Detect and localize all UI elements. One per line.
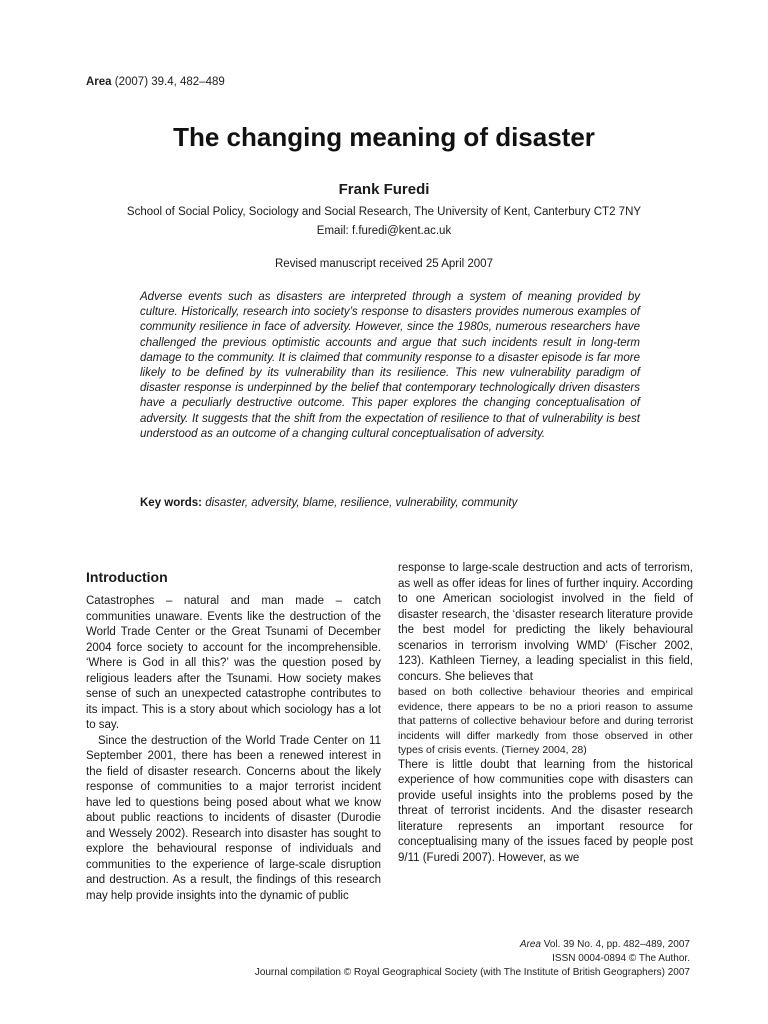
footer-journal-name: Area: [519, 939, 541, 950]
page-footer: [255, 938, 690, 980]
author-email: Email: f.furedi@kent.ac.uk: [316, 225, 452, 237]
footer-issn-line: ISSN 0004-0894 © The Author.: [552, 953, 690, 964]
keywords: [140, 497, 640, 509]
footer-volume: Vol. 39 No. 4, pp. 482–489, 2007: [543, 939, 690, 950]
author-name: Frank Furedi: [338, 181, 430, 198]
body-paragraph: There is little doubt that learning from the historical experience of how communities cope with disasters can provide useful insights into the problems posed by the threat of terrorist incidents. And the disaster research literature represents an important resource for conceptualising many of the issues faced by people post 9/11 (Furedi 2007). However, as we: [398, 758, 693, 864]
article-title: The changing meaning of disaster: [173, 122, 595, 152]
body-paragraph: response to large-scale destruction and acts of terrorism, as well as offer ideas for lines of further inquiry. According to one American sociologist involved in the field of disaster research, the ‘disaster research literature provide the best model for predicting the likely behavioural scenarios in terrorism involving WMD’ (Fischer 2002, 123). Kathleen Tierney, a leading specialist in this field, concurs. She believes that: [398, 562, 693, 683]
citation-details: (2007) 39.4, 482–489: [114, 76, 225, 88]
received-date: Revised manuscript received 25 April 2007: [275, 258, 493, 270]
section-heading-introduction: Introduction: [86, 569, 168, 585]
abstract: Adverse events such as disasters are interpreted through a system of meaning provided by culture. Historically, research into society’s response to disasters provides numerous examples of community resilience in face of adversity. However, since the 1980s, numerous researchers have challenged the previous optimistic accounts and argue that such incidents result in long-term damage to the community. It is claimed that community response to a disaster episode is far more likely to be defined by its vulnerability than its resilience. This new vulnerability paradigm of disaster response is underpinned by the belief that contemporary technologically driven disasters have a peculiarly destructive outcome. This paper explores the changing conceptualisation of adversity. It suggests that the shift from the expectation of resilience to that of vulnerability is best understood as an outcome of a changing cultural conceptualisation of adversity.: [140, 291, 640, 440]
journal-name: Area: [86, 76, 112, 88]
body-paragraph: Since the destruction of the World Trade Center on 11 September 2001, there has been a renewed interest in the field of disaster research. Concerns about the likely response of communities to a major terrorist incident have led to questions being posed about what we know about public reactions to incidents of disaster (Durodie and Wessely 2002). Research into disaster has sought to explore the behavioural response of individuals and communities to the experience of large-scale disruption and destruction. As a result, the findings of this research may help provide insights into the dynamic of public: [86, 734, 381, 902]
left-column: [86, 568, 381, 904]
footer-compilation-line: Journal compilation © Royal Geographical Society (with The Institute of British Geographers) 2007: [254, 967, 690, 978]
journal-citation: [86, 76, 225, 88]
block-quote: based on both collective behaviour theories and empirical evidence, there appears to be no a priori reason to assume that patterns of collective behaviour before and during terrorist incidents will differ markedly from those observed in other types of crisis events. (Tierney 2004, 28): [398, 686, 693, 756]
right-column: [398, 561, 693, 866]
footer-volume-line: [255, 938, 690, 952]
keywords-text: disaster, adversity, blame, resilience, vulnerability, community: [205, 497, 518, 509]
body-paragraph: Catastrophes – natural and man made – catch communities unaware. Events like the destruction of the World Trade Center or the Great Tsunami of December 2004 force society to account for the incomprehensible. ‘Where is God in all this?’ was the question posed by religious leaders after the Tsunami. How society makes sense of such an unexpected catastrophe contributes to its impact. This is a story about which sociology has a lot to say.: [86, 595, 381, 731]
keywords-label: Key words:: [140, 497, 202, 509]
author-affiliation: School of Social Policy, Sociology and Social Research, The University of Kent, Canterbury CT2 7NY: [126, 206, 642, 218]
